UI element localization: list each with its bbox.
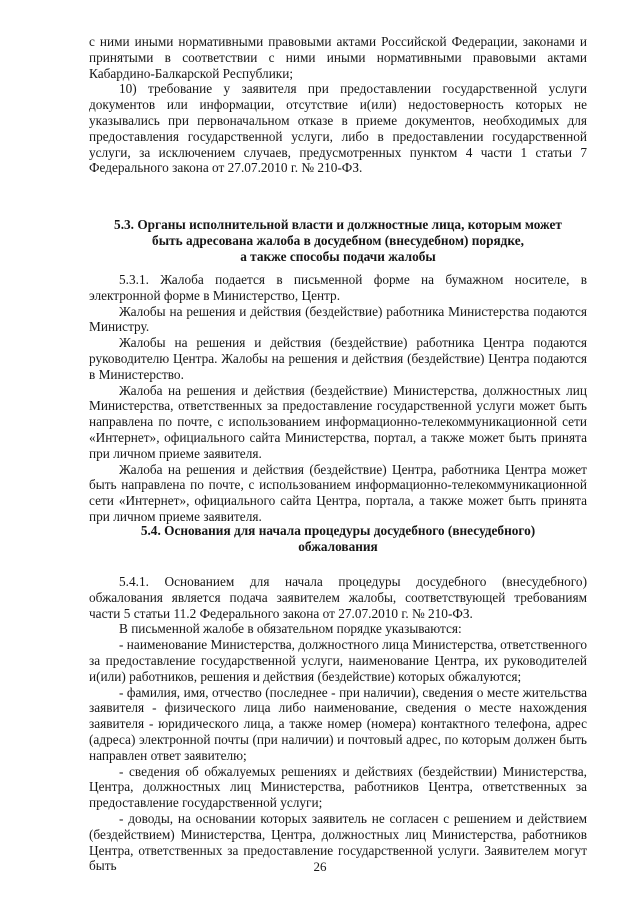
section-5-3-heading-line-1: 5.3. Органы исполнительной власти и должностные лица, которым может (114, 217, 562, 232)
section-5-3-paragraph: Жалоба на решения и действия (бездействие) Министерства, должностных лиц Министерства, ответственных за предоставление государственной услуги может быть направлена по почте, с использованием информационно-телекоммуникационной сети «Интернет», официального сайта Министерства, портал, а также может быть принята при личном приеме заявителя. (89, 382, 587, 461)
section-5-3-heading-line-2: быть адресована жалоба в досудебном (внесудебном) порядке, (152, 232, 524, 248)
section-5-4-heading-line-1: 5.4. Основания для начала процедуры досудебного (внесудебного) (140, 523, 536, 538)
section-5-3-paragraph: Жалобы на решения и действия (бездействие) работника Центра подаются руководителю Центра. Жалобы на решения и действия (бездействие) Центра подаются в Министерство. (89, 335, 587, 382)
intro-paragraph-2: 10) требование у заявителя при предоставлении государственной услуги документов или информации, отсутствие и(или) недостоверность которых не указывались при первоначальном отказе в приеме документов, необходимых для предоставления государственной услуги, либо в предоставлении государственной услуги, за исключением случаев, предусмотренных пунктом 4 части 1 статьи 7 Федерального закона от 27.07.2010 г. № 210-ФЗ. (89, 81, 587, 176)
section-5-3-heading-line-3: а также способы подачи жалобы (240, 248, 436, 264)
section-5-3-paragraph: Жалобы на решения и действия (бездействие) работника Министерства подаются Министру. (89, 303, 587, 335)
section-5-4-heading (89, 523, 587, 555)
intro-paragraph-1: с ними иными нормативными правовыми актами Российской Федерации, законами и принятыми в соответствии с ними иными нормативными правовыми актами Кабардино-Балкарской Республики; (89, 34, 587, 81)
section-5-4-paragraph: 5.4.1. Основанием для начала процедуры досудебного (внесудебного) обжалования является подача заявителем жалобы, соответствующей требованиям части 5 статьи 11.2 Федерального закона от 27.07.2010 г. № 210-ФЗ. (89, 574, 587, 621)
section-5-3-paragraph: Жалоба на решения и действия (бездействие) Центра, работника Центра может быть направлена по почте, с использованием информационно-телекоммуникационной сети «Интернет», официального сайта Центра, портала, а также может быть принята при личном приеме заявителя. (89, 461, 587, 524)
section-5-4-paragraph: - фамилия, имя, отчество (последнее - при наличии), сведения о месте жительства заявителя - физического лица либо наименование, сведения о месте нахождения заявителя - юридического лица, а также номер (номера) контактного телефона, адрес (адреса) электронной почты (при наличии) и почтовый адрес, по которым должен быть направлен ответ заявителю; (89, 684, 587, 763)
intro-block (89, 34, 587, 176)
section-5-4-heading-line-2: обжалования (298, 538, 378, 554)
section-5-4-paragraph: - сведения об обжалуемых решениях и действиях (бездействии) Министерства, Центра, должностных лиц Министерства, работников Центра, ответственных за предоставление государственной услуги; (89, 763, 587, 811)
section-5-4-body (89, 574, 587, 874)
section-5-3-heading (89, 217, 587, 264)
page-number: 26 (313, 859, 327, 874)
section-5-4-paragraph: В письменной жалобе в обязательном порядке указываются: (119, 621, 462, 637)
section-5-4-paragraph: - наименование Министерства, должностного лица Министерства, ответственного за предоставление государственной услуги, наименование Центра, их руководителей и(или) работников, решения и действия (бездействие) которых обжалуются; (89, 637, 587, 684)
section-5-4-paragraph: - доводы, на основании которых заявитель не согласен с решением и действием (бездействием) Министерства, Центра, должностных лиц Министерства, работников Центра, ответственных за предоставление государственной услуги. Заявителем могут быть (89, 810, 587, 874)
section-5-3-paragraph: 5.3.1. Жалоба подается в письменной форме на бумажном носителе, в электронной форме в Министерство, Центр. (89, 272, 587, 303)
section-5-3-body (89, 272, 587, 525)
